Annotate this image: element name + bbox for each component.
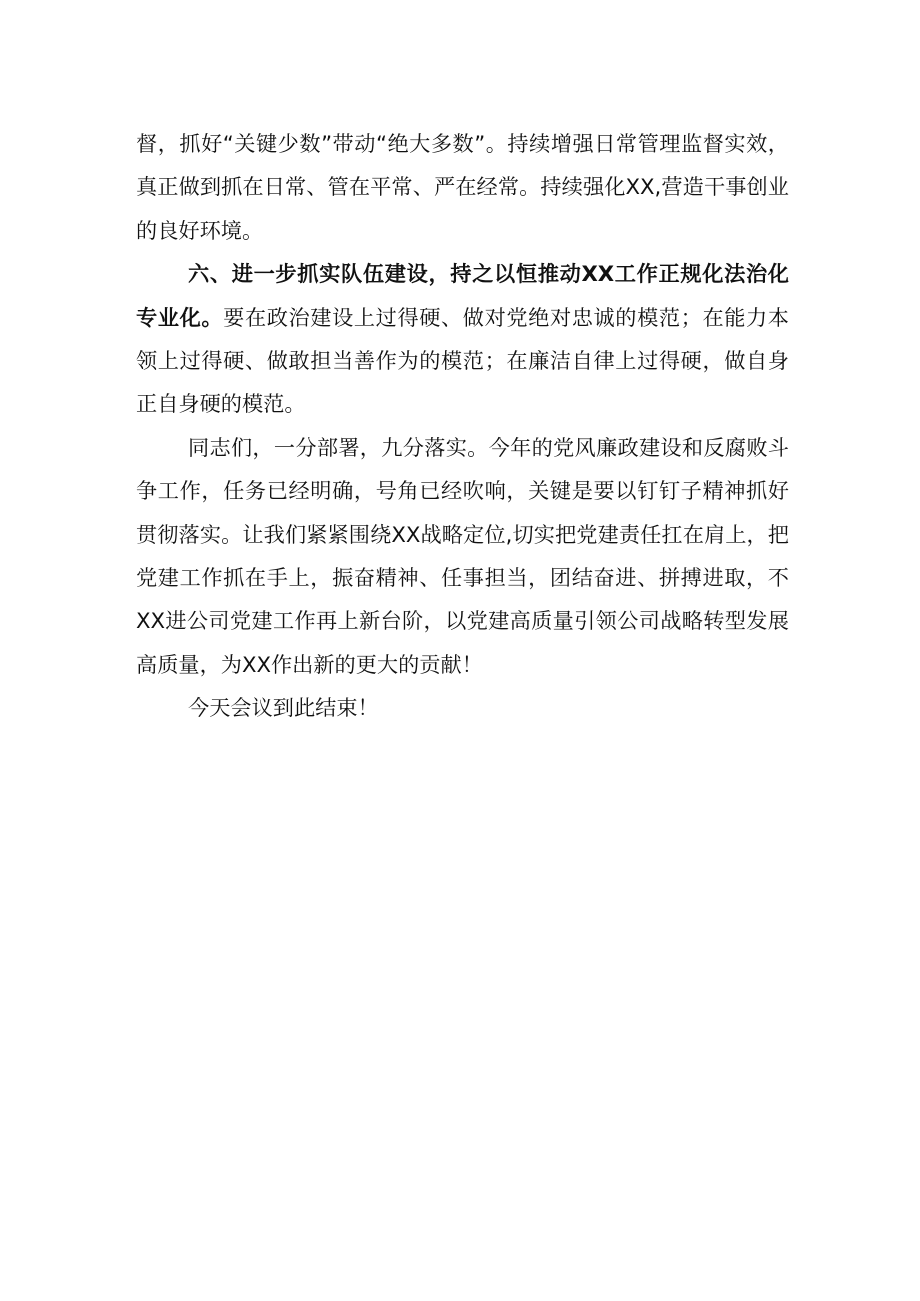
paragraph-text: 今天会议到此结束！ — [188, 695, 379, 721]
paragraph-continued — [136, 122, 789, 252]
paragraph-text: 同志们，一分部署，九分落实。今年的党风廉政建设和反腐败斗争工作，任务已经明确，号角已经吹响，关键是要以钉钉子精神抓好贯彻落实。让我们紧紧围绕XX战略定位,切实把党建责任扛在肩上，把党建工作抓在手上，振奋精神、任事担当，团结奋进、拼搏进取，不XX进公司党建工作再上新台阶，以党建高质量引领公司战略转型发展高质量，为XX作出新的更大的贡献！ — [136, 434, 789, 677]
section-heading: 六、进一步抓实队伍建设，持之以恒推动XX工作正规化法治化专业化。 — [136, 261, 789, 330]
paragraph-section-six — [136, 252, 789, 426]
paragraph-closing-remarks — [136, 426, 789, 686]
paragraph-meeting-end — [136, 686, 789, 729]
paragraph-text: 要在政治建设上过得硬、做对党绝对忠诚的模范；在能力本领上过得硬、做敢担当善作为的模范；在廉洁自律上过得硬，做自身正自身硬的模范。 — [136, 304, 789, 417]
document-body — [136, 122, 789, 730]
paragraph-text: 督，抓好“关键少数”带动“绝大多数”。持续增强日常管理监督实效，真正做到抓在日常、管在平常、严在经常。持续强化XX,营造干事创业的良好环境。 — [136, 131, 789, 243]
